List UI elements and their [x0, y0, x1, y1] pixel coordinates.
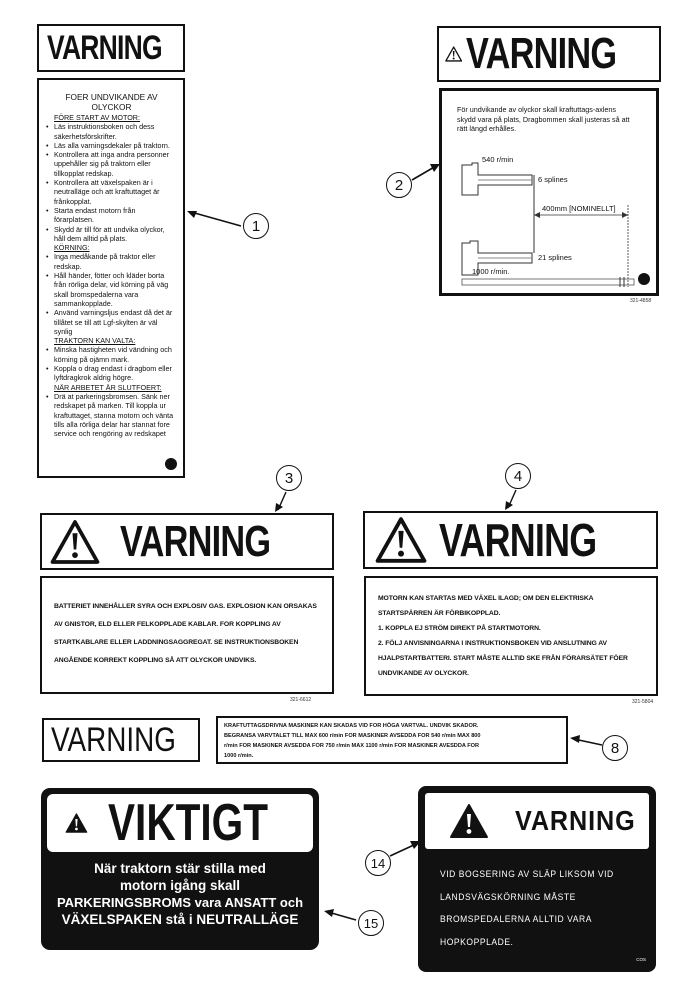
label-1-header [37, 24, 185, 72]
list-item: • Kontrollera att inga andra personner uppehåller sig på traktorn eller tillkopplat redskap. [46, 150, 177, 178]
label-3-line: STARTKABLARE ELLER LADDNINGSAGGREGAT. SE INSTRUKTIONSBOKEN [54, 639, 299, 646]
label-4-body [364, 576, 658, 696]
label-2-part-number: 321-4858 [630, 298, 652, 304]
label-2-text: För undvikande av olyckor skall kraftuttags-axlens skydd vara på plats, Dragbommen skall justeras så att rätt längd erhålles. [457, 105, 630, 133]
label-8-line: KRAFTUTTAGSDRIVNA MASKINER KAN SKADAS VID FOR HÖGA VARTVAL. UNDVIK SKADOR. [224, 723, 479, 729]
callout-15: 15 [358, 910, 384, 936]
label-3-line: AV GNISTOR, ELD ELLER FELKOPPLADE KABLAR. FOR KOPPLING AV [54, 621, 281, 628]
callout-3: 3 [276, 465, 302, 491]
label-14-title: VARNING [514, 805, 636, 836]
callout-15-arrow [322, 908, 358, 928]
label-2-body [439, 88, 659, 296]
callout-2-arrow [410, 160, 442, 186]
label-4-line: 1. KOPPLA EJ STRÖM DIREKT PÅ STARTMOTORN. [378, 625, 541, 632]
callout-4-arrow [502, 488, 522, 512]
label-15-header [47, 794, 313, 852]
label-3-body [40, 576, 334, 694]
label-14-header [425, 793, 649, 849]
label-4-line: UNDVIKANDE AV OLYCKOR. [378, 670, 469, 677]
label-4-line: 2. FÖLJ ANVISNINGARNA I INSTRUKTIONSBOKEN VID ANSLUTNING AV [378, 640, 607, 647]
label-4-line: HJALPSTARTBATTERI. START MÅSTE ALLTID SKE FRÅN FÖRARSÄTET FÖER [378, 655, 628, 662]
callout-4: 4 [505, 463, 531, 489]
callout-2: 2 [386, 172, 412, 198]
label-4-header [363, 511, 658, 569]
list-item: • Skydd är till för att undvika olyckor, håll dem alltid på plats. [46, 225, 177, 244]
diagram-dimension: 400mm [NOMINELLT] [542, 204, 616, 213]
label-1-title: VARNING [47, 28, 162, 67]
warning-triangle-icon [445, 30, 462, 78]
diagram-top-splines: 6 splines [538, 175, 568, 184]
list-item: • Drä at parkeringsbromsen. Sänk ner redskapet på marken. Till koppla ur kraftuttaget, stanna motorn och vänta tills alla rörliga delar har stannat fore service och rengöring av redskapet [46, 392, 177, 438]
label-15 [41, 788, 319, 950]
label-8-line: BEGRANSA VARVTALET TILL MAX 600 r/min FOR MASKINER AVSEDDA FOR 540 r/min MAX 800 [224, 733, 481, 739]
label-8-line: 1000 r/min. [224, 753, 254, 759]
label-15-title: VIKTIGT [107, 794, 268, 852]
label-1-section-1: FÖRE START AV MOTOR: • Läs instruktionsboken och dess säkerhetsförskrifter. • Läs alla varningsdekaler på traktorn. • Kontrollera att inga andra personner uppehåller sig på traktorn eller tillkopplat redskap. • Kontrollera att växelspaken är i neutralläge och att kraftuttaget är frånkopplat. • Starta endast motorn från förarplatsen. • Skydd är till för att undvika olyckor, håll dem alltid på plats. KÖRNING: • Inga medåkande på traktor eller redskap. • Håll händer, fötter och kläder borta från rörliga delar, vid körning på väg skall bromspedalerna vara sammankopplade. • Använd varningsljus endast då det är tillåtet se till att Lgf-skylten är väl synlig TRAKTORN KAN VALTA: • Minska hastigheten vid vändning och körning på ojämn mark. • Koppla o drag endast i dragbom eller lyftdragkrok aldrig högre. NÄR ARBETET ÄR SLUTFOERT: • Drä at parkeringsbromsen. Sänk ner redskapet på marken. Till koppla ur kraftuttaget, stanna motorn och vänta tills alla rörliga delar har stannat fore service och rengöring av redskapet [46, 113, 177, 438]
diagram-bottom-splines: 21 splines [538, 253, 572, 262]
callout-1-arrow [185, 208, 245, 238]
list-item: • Starta endast motorn från förarplatsen. [46, 206, 177, 225]
label-3-title: VARNING [120, 516, 271, 566]
label-2-header [437, 26, 661, 82]
list-item: • Läs alla varningsdekaler på traktorn. [46, 141, 177, 150]
case-logo-icon [165, 458, 177, 470]
list-item: • Minska hastigheten vid vändning och körning på ojämn mark. [46, 345, 177, 364]
label-15-text: När traktorn stär stilla med motorn igång skall PARKERINGSBROMS vara ANSATT och VÄXELSPAKEN stå i NEUTRALLÄGE [56, 861, 304, 927]
label-4-part-number: 321-5804 [632, 699, 654, 705]
list-item: • Använd varningsljus endast då det är tillåtet se till att Lgf-skylten är väl synlig [46, 308, 177, 336]
label-1-subtitle: FOER UNDVIKANDE AV OLYCKOR [65, 92, 158, 112]
warning-triangle-icon [375, 516, 427, 564]
label-14 [418, 786, 656, 972]
list-item: • Håll händer, fötter och kläder borta från rörliga delar, vid körning på väg skall bromspedalerna vara sammankopplade. [46, 271, 177, 308]
callout-3-arrow [272, 490, 292, 514]
callout-8-arrow [568, 733, 604, 753]
warning-triangle-icon [449, 801, 489, 841]
label-14-part-number: COS [636, 957, 646, 962]
label-4-line: STARTSPÄRREN ÄR FÖRBIKOPPLAD. [378, 610, 501, 617]
label-14-text: VID BOGSERING AV SLÄP LIKSOM VID LANDSVÄGSKÖRNING MÅSTE BROMSPEDALERNA ALLTID VARA HOPKOPPLADE. [440, 869, 614, 948]
label-8-line: r/min FOR MASKINER AVSEDDA FOR 750 r/min MAX 1100 r/min FOR MASKINER AVESDDA FOR [224, 743, 480, 749]
diagram-bottom-speed: 1000 r/min. [472, 267, 510, 276]
label-3-line: ANGÅENDE KORREKT KOPPLING SÅ ATT OLYCKOR UNDVIKS. [54, 657, 257, 664]
label-4-title: VARNING [439, 514, 597, 566]
list-item: • Inga medåkande på traktor eller redskap. [46, 252, 177, 271]
list-item: • Kontrollera att växelspaken är i neutralläge och att kraftuttaget är frånkopplat. [46, 178, 177, 206]
list-item: • Koppla o drag endast i dragbom eller lyftdragkrok aldrig högre. [46, 364, 177, 383]
label-4-line: MOTORN KAN STARTAS MED VÄXEL ILAGD; OM DEN ELEKTRISKA [378, 595, 594, 602]
callout-8: 8 [602, 735, 628, 761]
label-8-title: VARNING [51, 720, 176, 759]
label-3-part-number: 321-6612 [290, 697, 312, 703]
warning-triangle-icon [65, 800, 88, 846]
label-1-body [37, 78, 185, 478]
callout-14: 14 [365, 850, 391, 876]
diagram-top-speed: 540 r/min [482, 155, 514, 164]
label-3-header [40, 513, 334, 570]
warning-triangle-icon [50, 519, 100, 565]
label-8-header [42, 718, 200, 762]
label-2-title: VARNING [466, 29, 617, 78]
label-8-body [216, 716, 568, 764]
label-3-line: BATTERIET INNEHÅLLER SYRA OCH EXPLOSIV GAS. EXPLOSION KAN ORSAKAS [54, 603, 317, 610]
case-logo-icon [638, 273, 650, 285]
callout-1: 1 [243, 213, 269, 239]
list-item: • Läs instruktionsboken och dess säkerhetsförskrifter. [46, 122, 177, 141]
